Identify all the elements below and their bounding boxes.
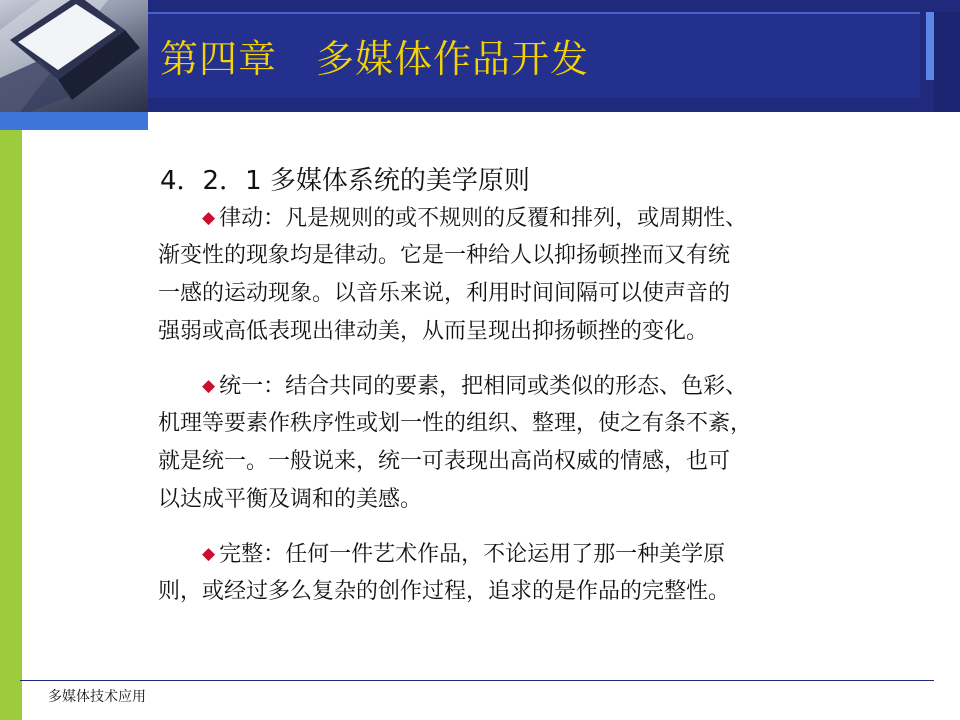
section-heading: 4．2．1 多媒体系统的美学原则 <box>160 166 530 196</box>
paragraph-unity <box>158 367 878 519</box>
slide-title: 第四章 多媒体作品开发 <box>160 37 590 81</box>
paragraph-line: 强弱或高低表现出律动美，从而呈现出抑扬顿挫的变化。 <box>158 319 709 344</box>
paragraph-line: 一感的运动现象。以音乐来说，利用时间间隔可以使声音的 <box>158 281 731 306</box>
green-side-bar <box>0 130 22 720</box>
footer-divider <box>20 680 934 681</box>
computer-monitor-icon <box>0 0 148 112</box>
paragraph-line: 以达成平衡及调和的美感。 <box>158 487 423 512</box>
footer-label: 多媒体技术应用 <box>48 689 146 705</box>
paragraph-line: 渐变性的现象均是律动。它是一种给人以抑扬顿挫而又有统 <box>158 243 731 268</box>
paragraph-line: ◆ 统一：结合共同的要素，把相同或类似的形态、色彩、 <box>202 374 748 399</box>
paragraph-line: 就是统一。一般说来，统一可表现出高尚权威的情感，也可 <box>158 449 731 474</box>
diamond-bullet-icon: ◆ <box>202 376 216 396</box>
paragraph-line: ◆ 律动：凡是规则的或不规则的反覆和排列，或周期性、 <box>202 206 748 231</box>
diamond-bullet-icon: ◆ <box>202 208 216 228</box>
paragraph-line: 则，或经过多么复杂的创作过程，追求的是作品的完整性。 <box>158 579 731 604</box>
diamond-bullet-icon: ◆ <box>202 544 216 564</box>
right-accent-stripe <box>926 12 934 80</box>
blue-strip <box>0 112 148 130</box>
paragraph-line: ◆ 完整：任何一件艺术作品，不论运用了那一种美学原 <box>202 542 726 567</box>
paragraph-line: 机理等要素作秩序性或划一性的组织、整理，使之有条不紊， <box>158 411 753 436</box>
paragraph-rhythm <box>158 199 878 351</box>
right-accent-block <box>934 12 960 112</box>
paragraph-completeness <box>158 535 878 611</box>
